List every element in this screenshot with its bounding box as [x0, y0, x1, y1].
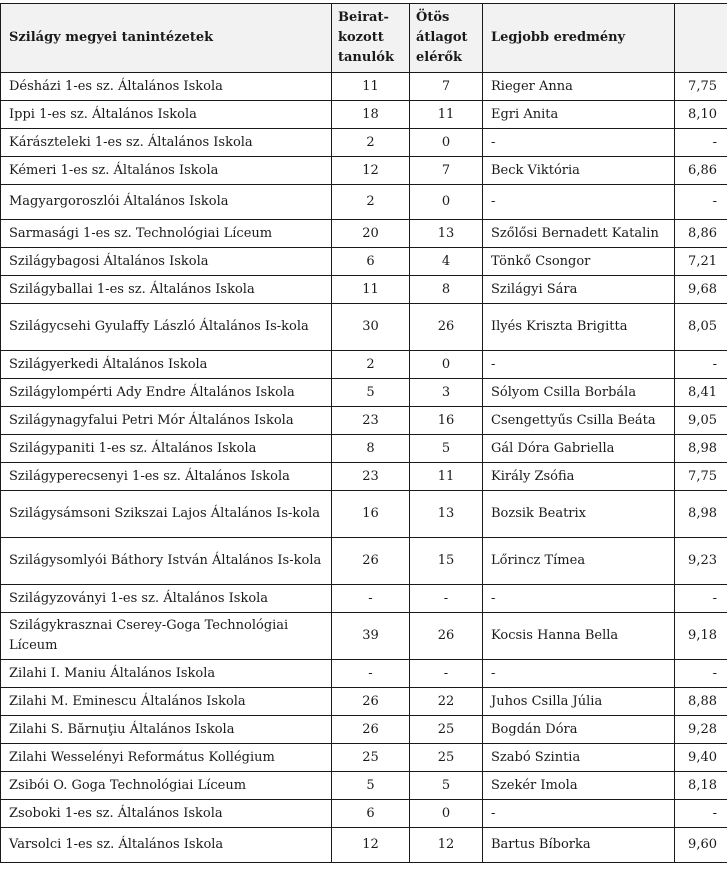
school-name-cell: Zilahi S. Bărnuţiu Általános Iskola	[1, 716, 332, 744]
best-average-cell: 7,21	[675, 248, 727, 276]
school-name-cell: Zilahi Wesselényi Református Kollégium	[1, 744, 332, 772]
best-average-cell: -	[675, 351, 727, 379]
best-student-cell: Csengettyűs Csilla Beáta	[483, 407, 675, 435]
enrolled-count-cell: 11	[332, 276, 410, 304]
enrolled-count-cell: 8	[332, 435, 410, 463]
top-average-count-cell: 25	[410, 716, 483, 744]
best-average-cell: -	[675, 585, 727, 613]
best-student-cell: Gál Dóra Gabriella	[483, 435, 675, 463]
best-average-cell: 8,88	[675, 688, 727, 716]
best-average-cell: -	[675, 800, 727, 828]
table-row	[1, 248, 727, 276]
table-header-row	[1, 4, 727, 73]
header-enrolled-line2: kozott	[338, 30, 384, 45]
enrolled-count-cell: 30	[332, 304, 410, 351]
table-row	[1, 491, 727, 538]
best-student-cell: Szilágyi Sára	[483, 276, 675, 304]
table-row	[1, 129, 727, 157]
enrolled-count-cell: 26	[332, 538, 410, 585]
best-average-cell: -	[675, 185, 727, 220]
table-row	[1, 276, 727, 304]
school-name-cell: Szilágyerkedi Általános Iskola	[1, 351, 332, 379]
best-student-cell: Szekér Imola	[483, 772, 675, 800]
top-average-count-cell: 13	[410, 491, 483, 538]
table-row	[1, 407, 727, 435]
best-student-cell: -	[483, 129, 675, 157]
best-average-cell: 7,75	[675, 73, 727, 101]
best-average-cell: 8,10	[675, 101, 727, 129]
enrolled-count-cell: 18	[332, 101, 410, 129]
header-average	[675, 4, 727, 73]
top-average-count-cell: 25	[410, 744, 483, 772]
best-student-cell: -	[483, 351, 675, 379]
top-average-count-cell: 15	[410, 538, 483, 585]
header-top-line3: elérők	[416, 50, 463, 65]
school-name-cell: Zsoboki 1-es sz. Általános Iskola	[1, 800, 332, 828]
top-average-count-cell: 5	[410, 435, 483, 463]
top-average-count-cell: 11	[410, 463, 483, 491]
enrolled-count-cell: 16	[332, 491, 410, 538]
best-average-cell: 9,40	[675, 744, 727, 772]
header-top-line2: átlagot	[416, 30, 468, 45]
top-average-count-cell: 0	[410, 185, 483, 220]
enrolled-count-cell: 25	[332, 744, 410, 772]
best-average-cell: 8,05	[675, 304, 727, 351]
best-student-cell: Juhos Csilla Júlia	[483, 688, 675, 716]
enrolled-count-cell: 23	[332, 463, 410, 491]
school-name-cell: Zsibói O. Goga Technológiai Líceum	[1, 772, 332, 800]
enrolled-count-cell: 12	[332, 157, 410, 185]
school-name-cell: Kárászteleki 1-es sz. Általános Iskola	[1, 129, 332, 157]
best-student-cell: Egri Anita	[483, 101, 675, 129]
schools-results-table	[0, 3, 727, 863]
school-name-cell: Szilágypaniti 1-es sz. Általános Iskola	[1, 435, 332, 463]
top-average-count-cell: 11	[410, 101, 483, 129]
table-row	[1, 304, 727, 351]
enrolled-count-cell: 26	[332, 688, 410, 716]
school-name-cell: Zilahi M. Eminescu Általános Iskola	[1, 688, 332, 716]
table-row	[1, 716, 727, 744]
table-row	[1, 185, 727, 220]
header-enrolled-line3: tanulók	[338, 50, 394, 65]
top-average-count-cell: 0	[410, 800, 483, 828]
table-row	[1, 157, 727, 185]
top-average-count-cell: 8	[410, 276, 483, 304]
school-name-cell: Szilágykrasznai Cserey-Goga Technológiai Líceum	[1, 613, 332, 660]
best-average-cell: -	[675, 660, 727, 688]
best-student-cell: Bartus Bíborka	[483, 828, 675, 863]
school-name-cell: Magyargoroszlói Általános Iskola	[1, 185, 332, 220]
school-name-cell: Szilágysámsoni Szikszai Lajos Általános Is-kola	[1, 491, 332, 538]
table-row	[1, 688, 727, 716]
header-enrolled	[332, 4, 410, 73]
top-average-count-cell: 16	[410, 407, 483, 435]
top-average-count-cell: 22	[410, 688, 483, 716]
table-row	[1, 800, 727, 828]
top-average-count-cell: 7	[410, 157, 483, 185]
best-average-cell: 9,28	[675, 716, 727, 744]
enrolled-count-cell: 11	[332, 73, 410, 101]
enrolled-count-cell: 26	[332, 716, 410, 744]
table-row	[1, 435, 727, 463]
best-student-cell: Kocsis Hanna Bella	[483, 613, 675, 660]
enrolled-count-cell: -	[332, 660, 410, 688]
best-average-cell: 8,98	[675, 435, 727, 463]
school-name-cell: Szilágynagyfalui Petri Mór Általános Iskola	[1, 407, 332, 435]
top-average-count-cell: 3	[410, 379, 483, 407]
table-row	[1, 585, 727, 613]
header-enrolled-line1: Beirat-	[338, 10, 389, 25]
school-name-cell: Szilágybagosi Általános Iskola	[1, 248, 332, 276]
best-average-cell: 8,41	[675, 379, 727, 407]
enrolled-count-cell: 2	[332, 351, 410, 379]
best-student-cell: Bogdán Dóra	[483, 716, 675, 744]
table-row	[1, 220, 727, 248]
school-name-cell: Sarmasági 1-es sz. Technológiai Líceum	[1, 220, 332, 248]
table-row	[1, 73, 727, 101]
enrolled-count-cell: 6	[332, 248, 410, 276]
enrolled-count-cell: 5	[332, 772, 410, 800]
best-average-cell: 8,18	[675, 772, 727, 800]
school-name-cell: Ippi 1-es sz. Általános Iskola	[1, 101, 332, 129]
table-row	[1, 660, 727, 688]
best-student-cell: Tönkő Csongor	[483, 248, 675, 276]
top-average-count-cell: -	[410, 660, 483, 688]
school-name-cell: Zilahi I. Maniu Általános Iskola	[1, 660, 332, 688]
header-top-average	[410, 4, 483, 73]
table-row	[1, 351, 727, 379]
best-student-cell: Lőrincz Tímea	[483, 538, 675, 585]
best-average-cell: 9,05	[675, 407, 727, 435]
enrolled-count-cell: -	[332, 585, 410, 613]
top-average-count-cell: 0	[410, 351, 483, 379]
best-student-cell: Bozsik Beatrix	[483, 491, 675, 538]
top-average-count-cell: 0	[410, 129, 483, 157]
best-student-cell: -	[483, 185, 675, 220]
school-name-cell: Désházi 1-es sz. Általános Iskola	[1, 73, 332, 101]
school-name-cell: Szilágyzoványi 1-es sz. Általános Iskola	[1, 585, 332, 613]
best-average-cell: 9,68	[675, 276, 727, 304]
table-row	[1, 828, 727, 863]
school-name-cell: Szilágyballai 1-es sz. Általános Iskola	[1, 276, 332, 304]
header-best-result: Legjobb eredmény	[483, 4, 675, 73]
top-average-count-cell: 26	[410, 613, 483, 660]
best-student-cell: Beck Viktória	[483, 157, 675, 185]
best-student-cell: Szabó Szintia	[483, 744, 675, 772]
best-average-cell: -	[675, 129, 727, 157]
best-average-cell: 9,60	[675, 828, 727, 863]
school-name-cell: Szilágyperecsenyi 1-es sz. Általános Iskola	[1, 463, 332, 491]
best-student-cell: -	[483, 585, 675, 613]
best-student-cell: Rieger Anna	[483, 73, 675, 101]
enrolled-count-cell: 20	[332, 220, 410, 248]
school-name-cell: Kémeri 1-es sz. Általános Iskola	[1, 157, 332, 185]
top-average-count-cell: 4	[410, 248, 483, 276]
enrolled-count-cell: 23	[332, 407, 410, 435]
school-name-cell: Szilágylompérti Ady Endre Általános Iskola	[1, 379, 332, 407]
enrolled-count-cell: 2	[332, 129, 410, 157]
best-average-cell: 9,18	[675, 613, 727, 660]
best-student-cell: -	[483, 800, 675, 828]
best-average-cell: 6,86	[675, 157, 727, 185]
table-row	[1, 101, 727, 129]
best-student-cell: Ilyés Kriszta Brigitta	[483, 304, 675, 351]
top-average-count-cell: 7	[410, 73, 483, 101]
enrolled-count-cell: 12	[332, 828, 410, 863]
best-average-cell: 7,75	[675, 463, 727, 491]
top-average-count-cell: 5	[410, 772, 483, 800]
top-average-count-cell: -	[410, 585, 483, 613]
table-body	[1, 73, 727, 863]
enrolled-count-cell: 6	[332, 800, 410, 828]
table-row	[1, 613, 727, 660]
best-student-cell: Király Zsófia	[483, 463, 675, 491]
best-student-cell: Sólyom Csilla Borbála	[483, 379, 675, 407]
table-row	[1, 772, 727, 800]
best-average-cell: 8,86	[675, 220, 727, 248]
top-average-count-cell: 26	[410, 304, 483, 351]
enrolled-count-cell: 2	[332, 185, 410, 220]
best-average-cell: 8,98	[675, 491, 727, 538]
school-name-cell: Varsolci 1-es sz. Általános Iskola	[1, 828, 332, 863]
top-average-count-cell: 12	[410, 828, 483, 863]
table-row	[1, 463, 727, 491]
school-name-cell: Szilágycsehi Gyulaffy László Általános Is-kola	[1, 304, 332, 351]
school-name-cell: Szilágysomlyói Báthory István Általános Is-kola	[1, 538, 332, 585]
enrolled-count-cell: 5	[332, 379, 410, 407]
table-row	[1, 379, 727, 407]
table-row	[1, 538, 727, 585]
header-school: Szilágy megyei tanintézetek	[1, 4, 332, 73]
enrolled-count-cell: 39	[332, 613, 410, 660]
top-average-count-cell: 13	[410, 220, 483, 248]
header-top-line1: Ötös	[416, 10, 450, 25]
best-student-cell: -	[483, 660, 675, 688]
table-row	[1, 744, 727, 772]
best-student-cell: Szőlősi Bernadett Katalin	[483, 220, 675, 248]
best-average-cell: 9,23	[675, 538, 727, 585]
